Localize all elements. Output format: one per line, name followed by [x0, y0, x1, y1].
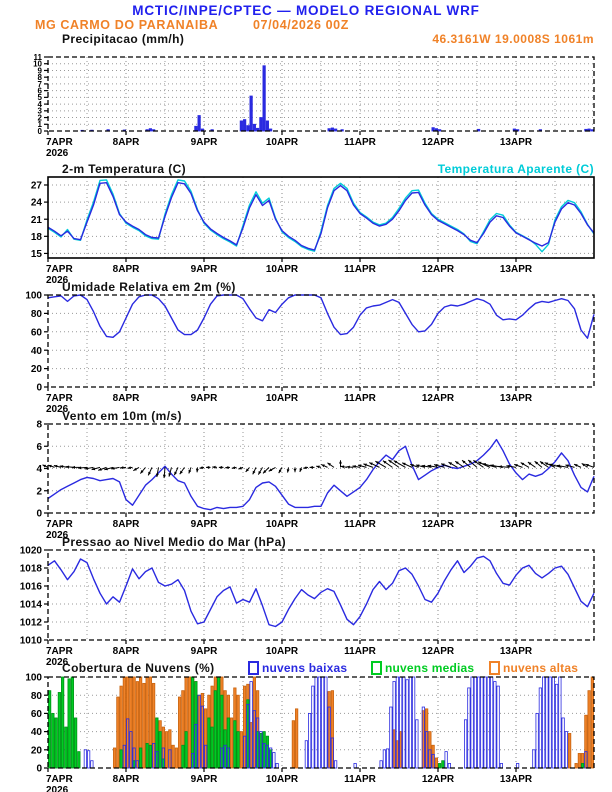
svg-text:8APR: 8APR	[112, 393, 140, 404]
svg-text:10APR: 10APR	[265, 519, 299, 530]
svg-text:2: 2	[36, 486, 42, 498]
station-name: MG CARMO DO PARANAIBA	[35, 18, 219, 32]
svg-text:7APR: 7APR	[46, 774, 73, 785]
svg-text:40: 40	[30, 345, 42, 357]
svg-text:60: 60	[30, 327, 42, 339]
svg-text:2026: 2026	[46, 404, 69, 415]
svg-text:11: 11	[33, 52, 42, 62]
svg-text:13APR: 13APR	[499, 264, 533, 275]
svg-text:12APR: 12APR	[421, 393, 455, 404]
svg-text:11APR: 11APR	[344, 774, 376, 785]
svg-text:13APR: 13APR	[499, 393, 533, 404]
svg-text:7APR: 7APR	[46, 519, 73, 530]
svg-text:18: 18	[30, 231, 42, 243]
svg-text:0: 0	[36, 382, 42, 394]
svg-text:2026: 2026	[46, 148, 69, 159]
svg-text:0: 0	[36, 763, 42, 775]
svg-text:9: 9	[37, 66, 42, 76]
svg-text:5: 5	[37, 93, 42, 103]
svg-text:10APR: 10APR	[265, 137, 299, 148]
station-coordinates: 46.3161W 19.0008S 1061m	[432, 32, 594, 46]
svg-text:2026: 2026	[46, 785, 69, 792]
svg-text:8APR: 8APR	[112, 646, 140, 657]
svg-text:20: 20	[30, 364, 42, 376]
svg-text:100: 100	[25, 672, 42, 684]
svg-text:13APR: 13APR	[499, 519, 533, 530]
svg-text:1: 1	[37, 120, 42, 130]
svg-text:7APR: 7APR	[46, 393, 73, 404]
svg-text:27: 27	[30, 180, 42, 192]
svg-text:11APR: 11APR	[344, 137, 376, 148]
svg-text:2: 2	[37, 113, 42, 123]
model-title: MCTIC/INPE/CPTEC — MODELO REGIONAL WRF	[132, 3, 480, 18]
panel-title-nuvens: Cobertura de Nuvens (%)	[62, 661, 215, 675]
svg-text:3: 3	[37, 106, 42, 116]
svg-text:7APR: 7APR	[46, 264, 73, 275]
svg-text:11APR: 11APR	[344, 393, 376, 404]
svg-text:7APR: 7APR	[46, 646, 73, 657]
svg-text:8APR: 8APR	[112, 137, 140, 148]
svg-text:24: 24	[30, 197, 42, 209]
svg-text:9APR: 9APR	[190, 137, 218, 148]
panel-title-temperatura: 2-m Temperatura (C)	[62, 162, 187, 176]
svg-text:1014: 1014	[19, 599, 42, 611]
svg-text:11APR: 11APR	[344, 519, 376, 530]
panel-title-umidade: Umidade Relativa em 2m (%)	[62, 280, 236, 294]
svg-text:10APR: 10APR	[265, 393, 299, 404]
svg-text:12APR: 12APR	[421, 137, 455, 148]
svg-text:4: 4	[37, 99, 42, 109]
svg-text:9APR: 9APR	[190, 519, 218, 530]
panel-title-vento: Vento em 10m (m/s)	[62, 409, 182, 423]
svg-text:1020: 1020	[19, 545, 42, 557]
svg-text:8APR: 8APR	[112, 519, 140, 530]
svg-text:9APR: 9APR	[190, 774, 218, 785]
svg-text:8: 8	[37, 73, 42, 83]
svg-text:2026: 2026	[46, 530, 69, 541]
panel-title-temperatura-aparente: Temperatura Aparente (C)	[437, 162, 594, 176]
svg-text:40: 40	[30, 727, 42, 739]
svg-text:100: 100	[25, 290, 42, 302]
svg-text:10: 10	[33, 59, 42, 69]
svg-text:11APR: 11APR	[344, 264, 376, 275]
svg-text:80: 80	[30, 309, 42, 320]
svg-text:10APR: 10APR	[265, 646, 299, 657]
svg-text:1016: 1016	[19, 581, 42, 593]
svg-text:0: 0	[36, 508, 42, 520]
svg-text:8APR: 8APR	[112, 264, 140, 275]
svg-text:13APR: 13APR	[499, 646, 533, 657]
svg-text:9APR: 9APR	[190, 264, 218, 275]
legend-label-medias: nuvens medias	[385, 661, 475, 675]
run-datetime: 07/04/2026 00Z	[253, 18, 349, 32]
svg-text:6: 6	[36, 441, 42, 453]
svg-text:20: 20	[30, 745, 42, 757]
legend-label-altas: nuvens altas	[503, 661, 579, 675]
svg-text:12APR: 12APR	[421, 774, 455, 785]
svg-text:80: 80	[30, 690, 42, 702]
svg-text:21: 21	[30, 214, 42, 226]
svg-text:4: 4	[36, 464, 42, 476]
svg-text:8: 8	[36, 419, 42, 431]
svg-text:6: 6	[37, 86, 42, 96]
svg-text:9APR: 9APR	[190, 393, 218, 404]
svg-text:7: 7	[37, 79, 42, 89]
svg-text:10APR: 10APR	[265, 264, 299, 275]
svg-text:8APR: 8APR	[112, 774, 140, 785]
panel-title-pressao: Pressao ao Nivel Medio do Mar (hPa)	[62, 535, 287, 549]
legend-label-baixas: nuvens baixas	[262, 661, 348, 675]
svg-text:12APR: 12APR	[421, 646, 455, 657]
svg-text:10APR: 10APR	[265, 774, 299, 785]
svg-text:1012: 1012	[19, 617, 42, 629]
svg-text:1010: 1010	[19, 635, 42, 647]
svg-text:7APR: 7APR	[46, 137, 73, 148]
svg-text:2026: 2026	[46, 275, 69, 286]
svg-text:11APR: 11APR	[344, 646, 376, 657]
svg-text:2026: 2026	[46, 657, 69, 668]
svg-text:1018: 1018	[19, 563, 42, 575]
svg-text:12APR: 12APR	[421, 519, 455, 530]
svg-text:0: 0	[37, 126, 42, 136]
svg-text:60: 60	[30, 709, 42, 720]
panel-title-precipitacao: Precipitacao (mm/h)	[62, 32, 185, 46]
svg-text:9APR: 9APR	[190, 646, 218, 657]
svg-text:13APR: 13APR	[499, 137, 533, 148]
svg-text:12APR: 12APR	[421, 264, 455, 275]
svg-text:15: 15	[30, 249, 42, 261]
svg-text:13APR: 13APR	[499, 774, 533, 785]
